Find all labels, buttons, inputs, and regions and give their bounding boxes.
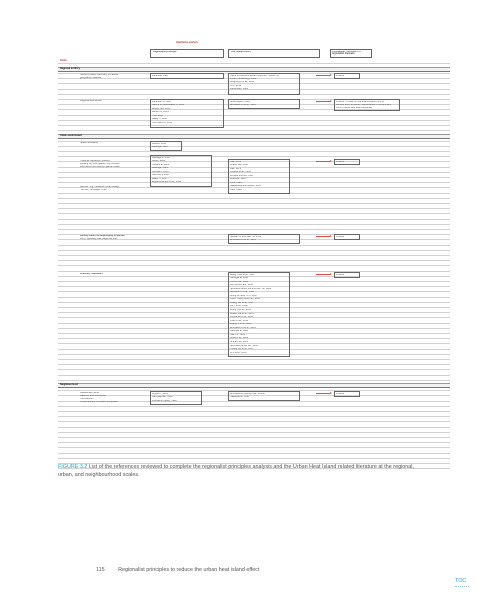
uhi-header: UHI related effect (231, 51, 251, 53)
conclusion-header: Conclusion: UHI effect of regionalist measure (332, 51, 361, 56)
grid-row (58, 226, 450, 230)
grid-row (58, 143, 450, 147)
urban-measure-3: Bannier "reg. metabolic urban design" (80, 186, 121, 188)
grid-row (58, 128, 450, 132)
uhi-ref-entry: Li X et al., 2013 (230, 351, 247, 354)
grid-row (58, 60, 450, 64)
principle-header: Regionalist principle (153, 51, 177, 53)
grid-row (58, 408, 450, 412)
regional-conclusion-2: Positive: in case of crop diversification (mix of species and rife-stock), maintenance of surface land cover (forests and water surfaces) (334, 99, 400, 111)
scale-label: Scale (60, 59, 67, 62)
figure-label: FIGURE 3.2 (58, 464, 88, 470)
urban-measure-2: Traverse highways crossing (80, 160, 110, 162)
figure-caption-text: List of the references reviewed to complete the regionalist principles analysis and the Urban Heat Island related literature at the regional, urban, and neighbourhood scales. (58, 464, 414, 478)
section-row-urban (58, 134, 450, 139)
grid-row (58, 122, 450, 126)
grid-row (58, 414, 450, 418)
grid-row (58, 206, 450, 210)
section-row-neighbourhood (58, 383, 450, 388)
uhi-ref-entry: Jaurégui E, 1990 (230, 277, 249, 280)
urban-measure-4: Density ranks corresponding to garden (80, 235, 125, 237)
uhi-ref-entry: Chang CR et al., 2007 (230, 301, 254, 304)
arrow-icon (316, 236, 330, 237)
grid-row (58, 258, 450, 262)
uhi-ref-entry: Spronken-Smith RA, 1994 (230, 344, 258, 347)
neighbourhood-uhi-refs-1: Enhowed Ks (opus) et al., 2016b Taleweski D, 1999 (228, 391, 300, 401)
grid-row (58, 216, 450, 220)
uhi-ref-entry: Bowler DE et al., 2010 (230, 312, 254, 315)
grid-row (58, 367, 450, 371)
urban-measure-5: Greenery standards (80, 273, 103, 275)
urban-refs-1: Dobbin, 2011 Marlinge, 2016 (150, 141, 182, 151)
section-row-regional (58, 67, 450, 72)
urban-uhi-refs-4: Stewart Oi and Oke TR, 2012 Enhowed Ks et al., 2016 (228, 234, 300, 244)
uhi-header-box (228, 49, 320, 58)
grid-row (58, 403, 450, 407)
grid-row (58, 455, 450, 459)
reference-table: Qualitative analysis Regionalist principle UHI related effect Conclusion: UHI effect of regionalist measure Scale Regional territory Sense of place: Recovery of natural geographic features Lacunetti, 1985 Office for Environmental Protection, Section of Urban Climatology, 2008 Bergmeyer et al., 2014 DTL, 2012 Ransmeier, 1986 Positive Regional economies Lacunetti M, 1985 Nature in Landscapes N, 2014 Wilson, Ed, 2014 Barsch G, 2014 Tzer, 2016 Bauer H, 2013 UN-HABITAT, 2019 Bloomington, 2012 Enhowed Ks et al., 2016 Positive: in case of crop diversification (mix of species and rife-stock), maintenance of surface land cover (forests and water surfaces) Urban environment Speed avoidance Dobbin, 2011 Marlinge, 2016 Traverse highways crossing Limiting city size (garden city concept; Letchworth and Welwyn garden cities Mantage D, 2016 Gross, 2002 Howard E, 1902 Marlinge, 2019 Kendall L, 2015 Nexmbury, 2006 Bauer H, 2014 Edgarcia Acteto et al., 2019 Oke, 1973 Kharel WA, 2011 Oke, 1973 Onteleo et al., 2009 Burstell and Wu, 1998 Fukuoka, 1983 Park, 1986 Sakakibara and Matsui, 2005 Park, 1986 Positive Bannier "reg. metabolic urban design" "No ties": El Wisker Town Density ranks corresponding to garden city (~ specially built, large low rise Stewart Oi and Oke TR, 2012 Enhowed Ks et al., 2016 Positive Greenery standards Wang Yuan et al., 1987 Jaurégui E, 1990 Ohno et al., 1991 McPherson EG, 1994 Spronken-Smith RA and Oke TR, 1998 Upmanis H et al., 1998 Wong NH and Yu C, 2005 Chen Y and Wong NH, 2006 Chang CR et al., 2007 Lin Y et al., 2008 Wong N et al., 2010 Bowler DE et al., 2010 Feyisa GL et al., 2014 Chen et al., 2014 Zhang X et al., 2014 Enhowed Ks et al., 2016 Jauregui E, 1990 Oke TR, 1989 Avisk et al., 1996 Ahmed SA, 2003 Spronken-Smith RA, 1994 Chang CR et al., 2007 Li X et al., 2013 Positive Neighbourhood Residential blocks Radburn and Sunnyside Old Radburn Contemporary innovation proposals Wright H, 1935 Carl Stephen, 1933 Dzintarnis (opus), 1990 Enhowed Ks (opus) et al., 2016b Taleweski D, 1999 Positive (58, 38, 450, 468)
uhi-ref-entry: Enhowed Ks et al., 2016 (230, 326, 256, 329)
regional-refs-2: Lacunetti M, 1985 Nature in Landscapes N, 2014 Wilson, Ed, 2014 Barsch G, 2014 Tzer, 2016 Bauer H, 2013 UN-HABITAT, 2019 (150, 99, 224, 128)
grid-row (58, 362, 450, 366)
neighbourhood-measure-1: Residential blocks (80, 392, 100, 394)
section-label-urban: Urban environment (60, 134, 82, 137)
neighbourhood-refs-1: Wright H, 1935 Carl Stephen, 1933 Dzintarnis (opus), 1990 (150, 391, 202, 405)
grid-row (58, 252, 450, 256)
urban-conclusion-4: Positive (334, 234, 360, 240)
arrow-icon (316, 75, 330, 76)
grid-row (58, 440, 450, 444)
uhi-ref-entry: Chang CR et al., 2007 (230, 348, 254, 351)
table-super-header: Qualitative analysis (176, 41, 199, 44)
regional-measure-1: Sense of place: Recovery of natural (80, 74, 118, 76)
uhi-ref-entry: Ahmed SA, 2003 (230, 340, 249, 343)
uhi-ref-entry: Lin Y et al., 2008 (230, 305, 248, 308)
grid-row (58, 195, 450, 199)
section-label-regional: Regional territory (60, 67, 80, 70)
uhi-ref-entry: Spronken-Smith RA and Oke TR, 1998 (230, 287, 272, 290)
uhi-ref-entry: Wang Yuan et al., 1987 (230, 273, 255, 276)
arrow-icon (316, 101, 330, 102)
uhi-ref-entry: Wong N et al., 2010 (230, 309, 252, 311)
urban-conclusion-2: Positive (334, 159, 360, 165)
urban-measure-1: Speed avoidance (80, 142, 99, 144)
page-number: 115 (96, 567, 105, 573)
grid-row (58, 445, 450, 449)
grid-row (58, 154, 450, 158)
toc-underline (455, 586, 469, 587)
urban-conclusion-5: Positive (334, 272, 360, 278)
grid-row (58, 424, 450, 428)
grid-row (58, 200, 450, 204)
regional-uhi-refs-2: Bloomington, 2012 Enhowed Ks et al., 2016 (228, 99, 300, 109)
regional-conclusion-1: Positive (334, 73, 360, 79)
uhi-ref-entry: Chen Y and Wong NH, 2006 (230, 298, 261, 301)
urban-uhi-refs-5 (228, 272, 290, 357)
grid-row (58, 372, 450, 376)
grid-row (58, 247, 450, 251)
regional-refs-1: Lacunetti, 1985 (150, 73, 224, 79)
running-title: Regionalist principles to reduce the urban heat island effect (118, 567, 260, 573)
grid-row (58, 112, 450, 116)
regional-measure-1b: geographic features (80, 77, 102, 79)
uhi-ref-entry: Avisk et al., 1996 (230, 337, 249, 340)
grid-row (58, 117, 450, 121)
section-label-neighbourhood: Neighbourhood (60, 383, 78, 386)
grid-row (58, 419, 450, 423)
grid-row (58, 429, 450, 433)
uhi-ref-entry: Oke TR, 1989 (230, 333, 245, 336)
uhi-ref-entry: Ohno et al., 1991 (230, 280, 249, 283)
uhi-ref-entry: Zhang X et al., 2014 (230, 323, 252, 326)
grid-row (58, 221, 450, 225)
page-footer (96, 567, 259, 573)
grid-row (58, 263, 450, 267)
principle-header-box (150, 49, 224, 58)
grid-row (58, 148, 450, 152)
urban-uhi-refs-2: Oke, 1973 Kharel WA, 2011 Oke, 1973 Onteleo et al., 2009 Burstell and Wu, 1998 Fukuoka, 1983 Park, 1986 Sakakibara and Matsui, 2005 Park, 1986 (228, 159, 290, 194)
uhi-ref-entry: Chen et al., 2014 (230, 319, 249, 322)
uhi-ref-entry: Upmanis H et al., 1998 (230, 291, 255, 294)
grid-row (58, 450, 450, 454)
neighbourhood-conclusion-1: Positive (334, 391, 360, 397)
arrow-icon (316, 393, 330, 394)
uhi-ref-entry: Jauregui E, 1990 (230, 330, 249, 333)
uhi-ref-entry: McPherson EG, 1994 (230, 284, 253, 287)
uhi-ref-entry: Wong NH and Yu C, 2005 (230, 294, 258, 297)
conclusion-header-box (330, 49, 372, 58)
regional-measure-2: Regional economies (80, 100, 102, 102)
urban-refs-2: Mantage D, 2016 Gross, 2002 Howard E, 1902 Marlinge, 2019 Kendall L, 2015 Nexmbury, 2006 Bauer H, 2014 Edgarcia Acteto et al., 2019 (150, 155, 212, 187)
figure-caption (58, 463, 430, 479)
uhi-ref-entry: Feyisa GL et al., 2014 (230, 316, 254, 319)
arrow-icon (316, 274, 330, 275)
grid-row (58, 434, 450, 438)
arrow-icon (316, 161, 330, 162)
grid-row (58, 377, 450, 381)
grid-row (58, 211, 450, 215)
toc-link[interactable]: TOC (455, 578, 467, 584)
regional-uhi-refs-1: Office for Environmental Protection, Section of Urban Climatology, 2008 Bergmeyer et al., 2014 DTL, 2012 Ransmeier, 1986 (228, 73, 300, 95)
